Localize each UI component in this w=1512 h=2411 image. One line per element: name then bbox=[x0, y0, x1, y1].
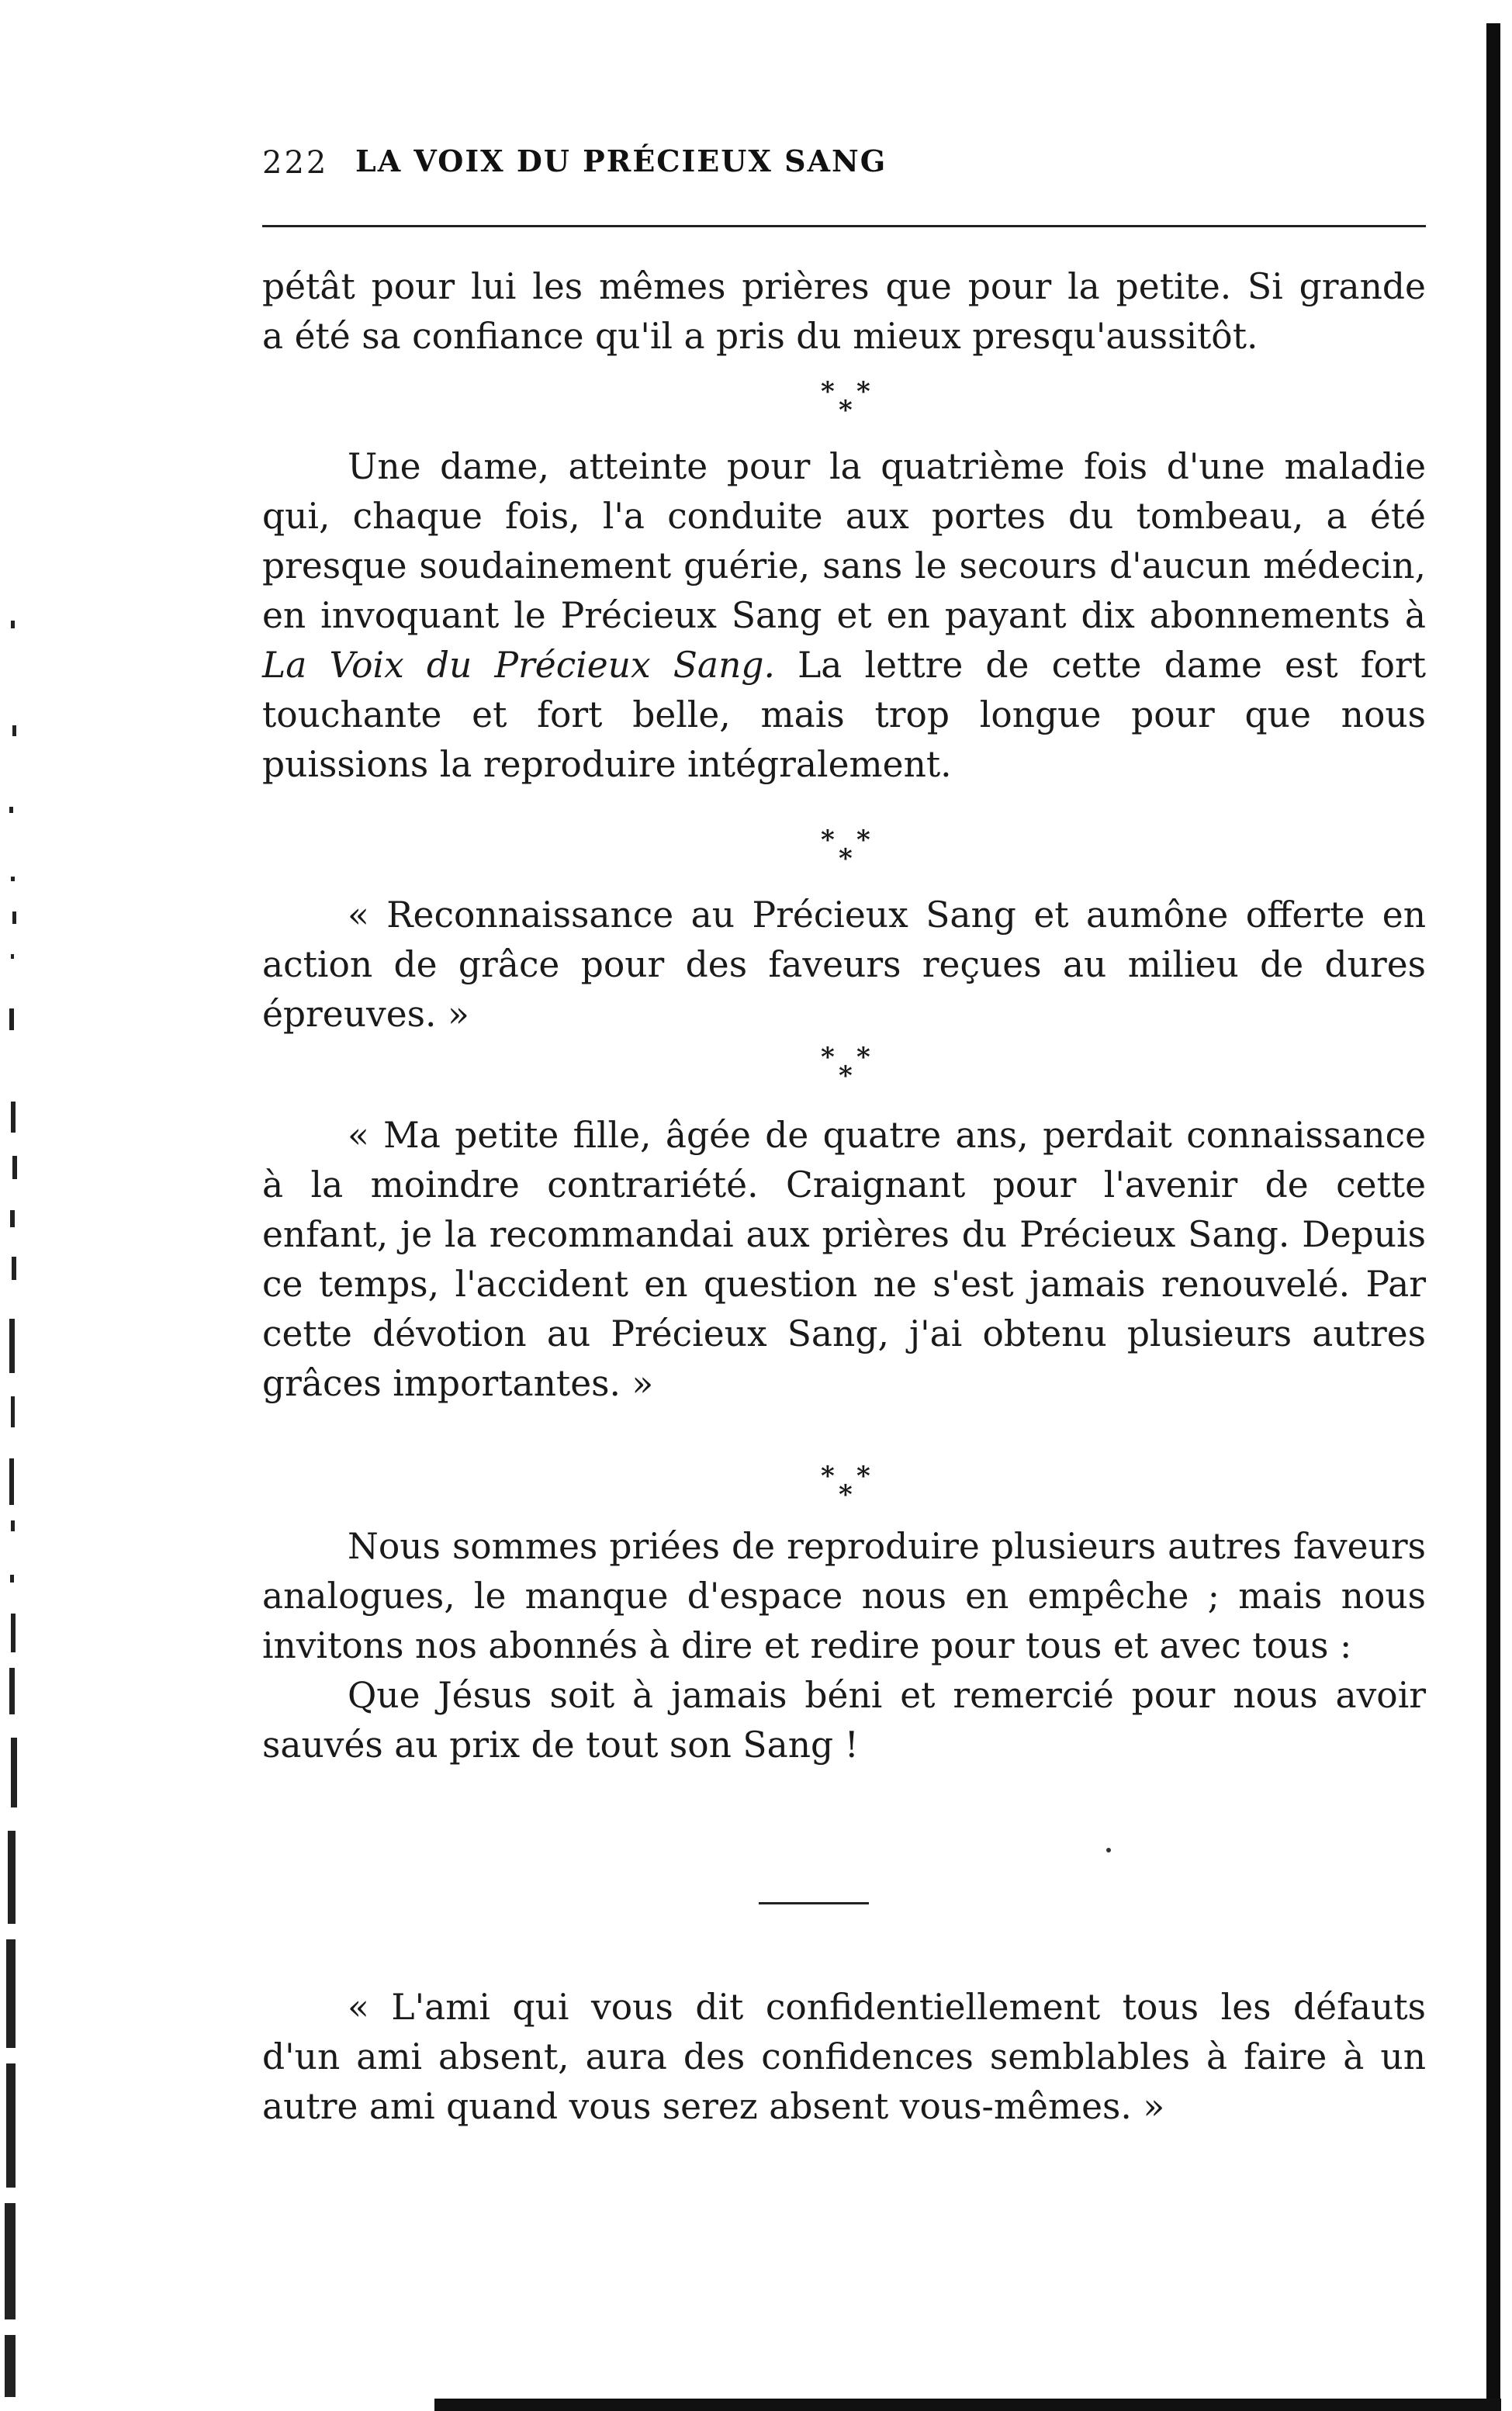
scan-edge-right bbox=[1486, 23, 1500, 2411]
asterism-1: * * * bbox=[821, 376, 870, 426]
paragraph-text: « Reconnaissance au Précieux Sang et aumône offerte en action de grâce pour des faveurs reçues au milieu de dures épreuves. » bbox=[262, 894, 1426, 1035]
paragraph-text: Une dame, atteinte pour la quatrième fois d'une maladie qui, chaque fois, l'a conduite aux portes du tombeau, a été presque soudainement guérie, sans le secours d'aucun médecin, en invoquant le Précieux Sang et en payant dix abonnements à La Voix du Précieux Sang. La lettre de cette dame est fort touchante et fort belle, mais trop longue pour que nous puissions la reproduire intégralement. bbox=[262, 446, 1427, 785]
asterism-2: * * * bbox=[821, 825, 870, 874]
paragraph-text: « L'ami qui vous dit confidentiellement tous les défauts d'un ami absent, aura des confidences semblables à faire à un autre ami quand vous serez absent vous-mêmes. » bbox=[262, 1987, 1426, 2127]
paragraph-line: a été sa confiance qu'il a pris du mieux presqu'aussitôt. bbox=[262, 316, 1258, 357]
running-header bbox=[262, 144, 1426, 190]
paragraph-text: Que Jésus soit à jamais béni et remercié pour nous avoir sauvés au prix de tout son Sang ! bbox=[262, 1675, 1426, 1766]
paragraph-line: pétât pour lui les mêmes prières que pour la petite. Si grande bbox=[262, 266, 1426, 307]
paragraph-dame bbox=[262, 442, 1426, 790]
paragraph-text: « Ma petite fille, âgée de quatre ans, perdait connaissance à la moindre contrariété. Craignant pour l'avenir de cette enfant, je la recommandai aux prières du Précieux Sang. Depuis ce temps, l'accident en question ne s'est jamais renouvelé. Par cette dévotion au Précieux Sang, j'ai obtenu plusieurs autres grâces importantes. » bbox=[262, 1115, 1426, 1404]
paragraph-reconnaissance bbox=[262, 891, 1426, 1039]
page-number: 222 bbox=[262, 145, 329, 181]
stray-dot bbox=[1106, 1848, 1111, 1852]
asterism-3: * * * bbox=[821, 1042, 870, 1091]
paragraph-continuation bbox=[262, 262, 1426, 361]
section-separator bbox=[759, 1902, 869, 1904]
paragraph-text: Nous sommes priées de reproduire plusieurs autres faveurs analogues, le manque d'espace nous en empêche ; mais nous invitons nos abonnés à dire et redire pour tous et avec tous : bbox=[262, 1526, 1426, 1666]
paragraph-petite-fille bbox=[262, 1111, 1426, 1409]
asterism-4: * * * bbox=[821, 1461, 870, 1510]
scan-edge-bottom bbox=[434, 2399, 1501, 2411]
paragraph-faveurs bbox=[262, 1522, 1426, 1770]
header-rule bbox=[262, 225, 1426, 227]
running-title: LA VOIX DU PRÉCIEUX SANG bbox=[355, 144, 887, 178]
paragraph-maxime bbox=[262, 1983, 1426, 2132]
